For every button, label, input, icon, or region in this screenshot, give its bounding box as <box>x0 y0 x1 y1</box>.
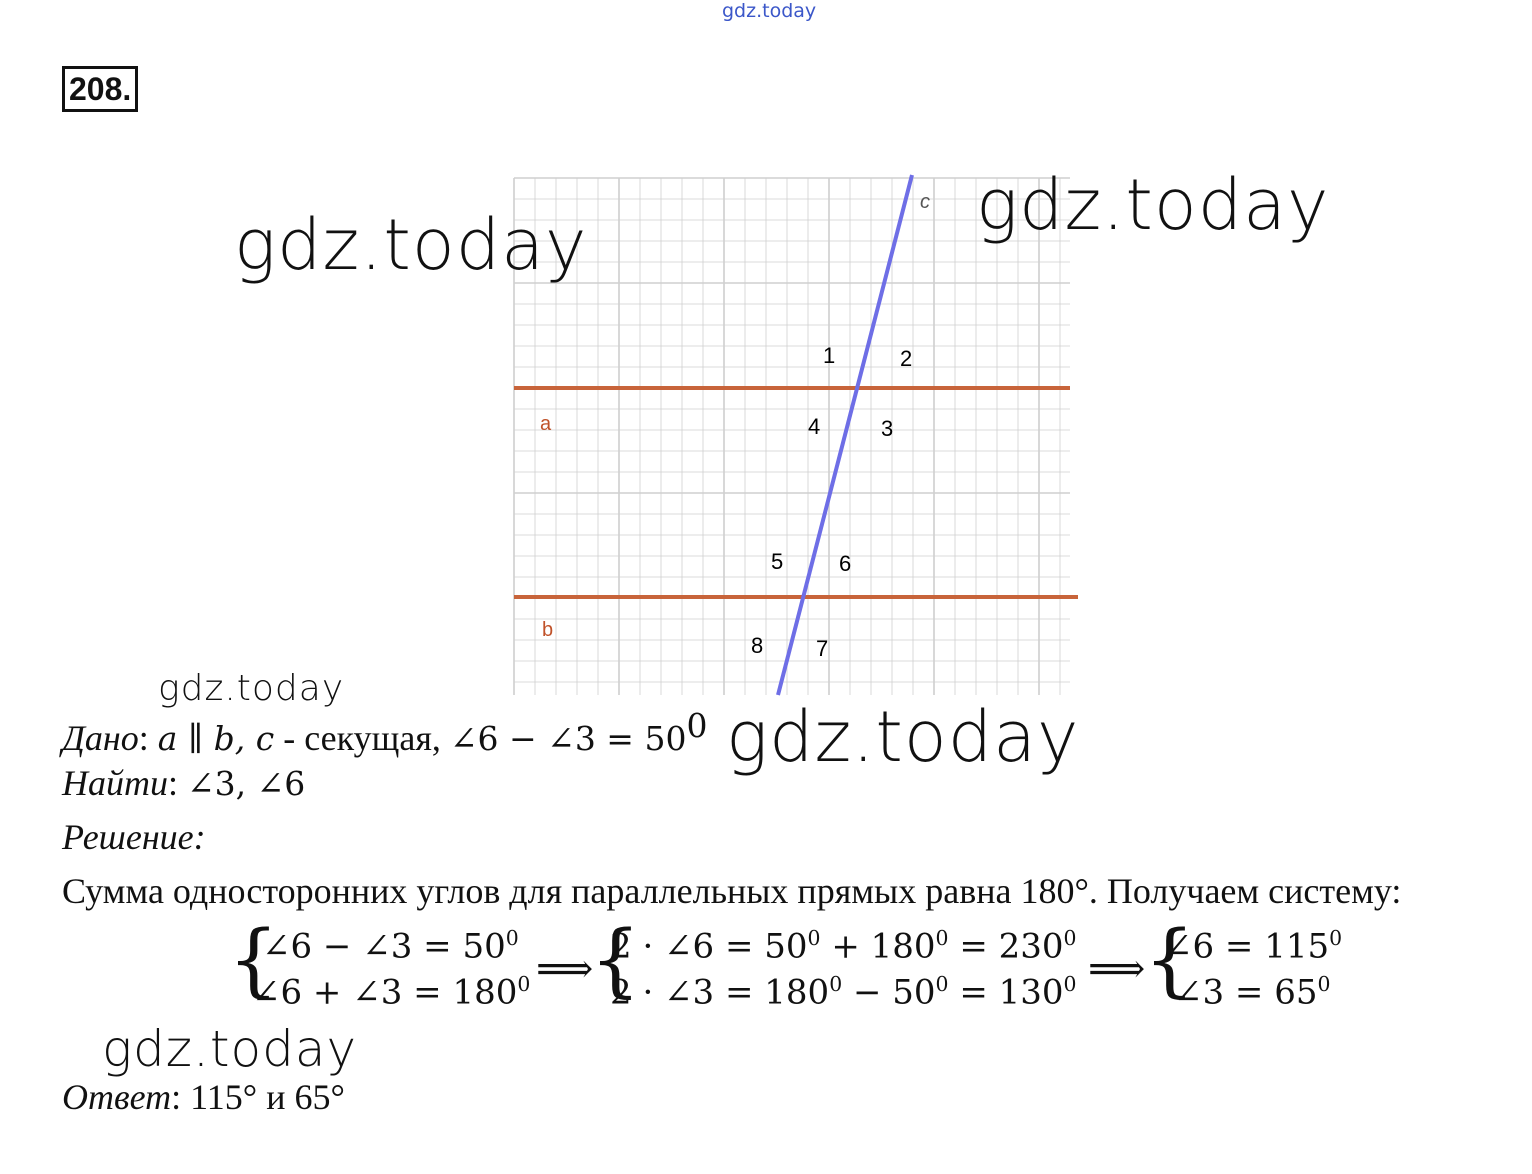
angle-1: 1 <box>823 343 836 368</box>
watermark: gdz.today <box>102 1020 358 1078</box>
system2-row1: 2 · ∠6 = $50^0 + 180^0 = 230^0$ <box>610 926 1077 967</box>
watermark: gdz.today <box>726 696 1080 778</box>
system3-row1: ∠6 = $115^0$ <box>1164 926 1343 967</box>
brace-3: { <box>1144 913 1195 1006</box>
given-eq: ∠6 − ∠3 = 50 <box>449 719 687 758</box>
angle-7: 7 <box>816 636 829 661</box>
grid <box>514 178 1070 695</box>
given-math: a ∥ b, c <box>157 719 275 758</box>
geometry-figure <box>500 170 1100 700</box>
problem-number: 208. <box>62 66 138 112</box>
given-text: - секущая, <box>274 718 450 758</box>
brace-2: { <box>590 913 641 1006</box>
system2-row2: 2 · ∠3 = $180^0 - 50^0 = 130^0$ <box>610 972 1077 1013</box>
system1-row1: ∠6 − ∠3 = $50^0$ <box>262 926 519 967</box>
system1-row2: ∠6 + ∠3 = $180^0$ <box>252 972 531 1013</box>
label-c: c <box>920 191 930 213</box>
angle-5: 5 <box>771 549 784 574</box>
implies-arrow-1: ⟹ <box>536 946 594 992</box>
solution-text: Сумма односторонних углов для параллельных прямых равна 180°. Получаем систему: <box>62 871 1402 911</box>
implies-arrow-2: ⟹ <box>1088 946 1146 992</box>
label-a: a <box>540 413 552 435</box>
find-line: Найти: ∠3, ∠6 <box>62 763 306 803</box>
label-b: b <box>542 619 554 641</box>
system3-row2: ∠3 = $65^0$ <box>1174 972 1331 1013</box>
watermark-top: gdz.today <box>722 0 817 22</box>
watermark: gdz.today <box>158 668 345 709</box>
given-line: Дано: a ∥ b, c - секущая, ∠6 − ∠3 = $50^0$ <box>62 706 708 758</box>
find-label: Найти <box>62 763 168 803</box>
angle-3: 3 <box>881 416 894 441</box>
answer-text: : 115° и 65° <box>171 1077 345 1117</box>
brace-1: { <box>228 913 279 1006</box>
angle-2: 2 <box>900 346 913 371</box>
angle-6: 6 <box>839 551 852 576</box>
watermark: gdz.today <box>976 164 1330 246</box>
find-math: ∠3, ∠6 <box>187 764 306 803</box>
answer-label: Ответ <box>62 1077 172 1117</box>
watermark: gdz.today <box>234 204 588 286</box>
angle-4: 4 <box>808 414 821 439</box>
solution-label: Решение: <box>62 817 206 857</box>
given-label: Дано <box>62 718 139 758</box>
angle-8: 8 <box>751 633 764 658</box>
answer-line <box>62 1076 345 1118</box>
given-deg: 0 <box>686 706 708 745</box>
